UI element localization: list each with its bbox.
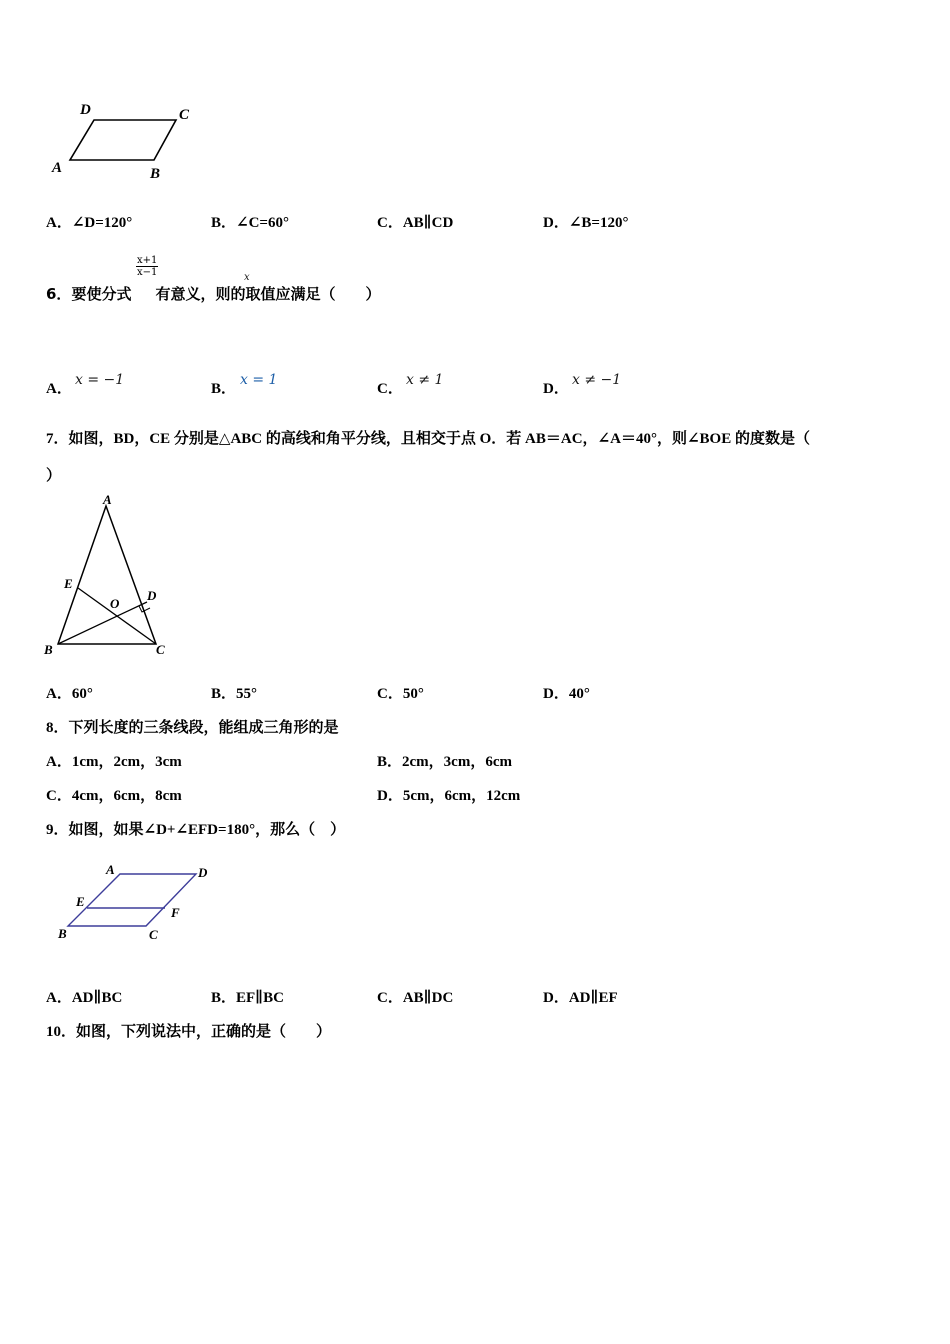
q9-option-a[interactable] [46, 986, 122, 1007]
option-text: ∠C=60° [236, 215, 289, 231]
q9-label-F: F [171, 905, 180, 920]
q6-number: 6． [46, 285, 72, 303]
option-text: 55° [236, 686, 258, 702]
option-letter: B． [211, 215, 237, 231]
option-letter: B． [211, 381, 237, 397]
option-text: ∠D=120° [71, 215, 133, 231]
option-text: AD∥EF [568, 990, 618, 1006]
q7-label-D: D [147, 588, 157, 603]
q7-segment-be-bd [58, 602, 147, 644]
q7-option-c[interactable] [377, 682, 424, 703]
q6-stem [46, 283, 380, 304]
q7-label-O: O [110, 596, 120, 611]
option-text: 4cm，6cm，8cm [71, 788, 182, 804]
q7-triangle-abc [58, 506, 156, 644]
option-letter: D． [543, 686, 569, 702]
q8-stem: 8．下列长度的三条线段，能组成三角形的是 [46, 720, 339, 736]
q9-label-B: B [58, 926, 67, 941]
q7-stem-line-1: 7．如图，BD，CE 分别是△ABC 的高线和角平分线，且相交于点 O．若 AB＝AC，∠A＝40°，则∠BOE 的度数是（ [46, 431, 810, 447]
q9-label-D: D [198, 865, 208, 880]
q6-option-d-text: x ≠ −1 [572, 372, 622, 388]
q6-variable-superscript: x [244, 272, 250, 283]
q6-text-3: 的取值应满足（ ） [230, 285, 381, 303]
option-letter: C． [377, 215, 403, 231]
q9-label-C: C [149, 927, 158, 942]
option-letter: D． [543, 215, 569, 231]
q5-parallelogram-shape [70, 120, 176, 160]
option-text: 2cm，3cm，6cm [402, 754, 512, 770]
option-text: AB∥CD [402, 215, 454, 231]
option-letter: D． [543, 381, 569, 397]
q6-fraction-numerator: x+1 [137, 255, 158, 266]
q5-label-D: D [80, 102, 91, 118]
q7-label-B: B [44, 642, 53, 657]
q6-option-a[interactable] [46, 377, 72, 398]
q5-option-d[interactable] [543, 211, 628, 232]
q8-option-c[interactable] [46, 784, 182, 805]
option-letter: B． [377, 754, 403, 770]
q7-right-angle-mark [139, 606, 150, 612]
option-text: 50° [402, 686, 424, 702]
option-letter: C． [377, 990, 403, 1006]
q7-triangle-figure [40, 490, 190, 662]
q5-option-b[interactable] [211, 211, 289, 232]
option-letter: D． [543, 990, 569, 1006]
option-letter: A． [46, 754, 72, 770]
q7-option-b[interactable] [211, 682, 257, 703]
q7-label-C: C [156, 642, 165, 657]
option-letter: C． [377, 381, 403, 397]
q9-stem: 9．如图，如果∠D+∠EFD=180°，那么（ ） [46, 822, 346, 838]
q9-figure [50, 858, 220, 948]
q8-option-d[interactable] [377, 784, 520, 805]
option-text: 40° [568, 686, 590, 702]
option-text: ∠B=120° [568, 215, 629, 231]
q5-parallelogram-figure [40, 96, 210, 186]
q7-label-A: A [103, 492, 112, 507]
q5-label-C: C [179, 107, 190, 123]
q7-label-E: E [64, 576, 73, 591]
option-text: 5cm，6cm，12cm [402, 788, 521, 804]
q6-option-b[interactable] [211, 377, 236, 398]
q6-option-b-text: x = 1 [240, 372, 278, 388]
q5-label-B: B [150, 166, 161, 182]
option-text: AB∥DC [402, 990, 454, 1006]
q6-text-1: 要使分式 [71, 285, 132, 303]
q6-option-c-text: x ≠ 1 [406, 372, 444, 388]
q5-option-c[interactable] [377, 211, 453, 232]
q8-option-b[interactable] [377, 750, 512, 771]
q9-option-c[interactable] [377, 986, 453, 1007]
option-text: 60° [71, 686, 93, 702]
option-text: EF∥BC [236, 990, 284, 1006]
option-letter: B． [211, 686, 237, 702]
q5-label-A: A [52, 160, 63, 176]
q10-stem: 10．如图，下列说法中，正确的是（ ） [46, 1024, 332, 1040]
q8-option-a[interactable] [46, 750, 182, 771]
q9-option-d[interactable] [543, 986, 618, 1007]
option-letter: B． [211, 990, 237, 1006]
q6-option-a-text: x = −1 [75, 372, 125, 388]
option-text: AD∥BC [71, 990, 123, 1006]
q6-option-d[interactable] [543, 377, 569, 398]
q6-fraction-denominator: x−1 [137, 267, 158, 278]
option-letter: A． [46, 990, 72, 1006]
option-letter: C． [377, 686, 403, 702]
option-letter: A． [46, 686, 72, 702]
q7-option-d[interactable] [543, 682, 590, 703]
q9-label-A: A [106, 862, 115, 877]
q7-option-a[interactable] [46, 682, 93, 703]
q6-text-2: 有意义，则 [155, 285, 231, 303]
option-letter: D． [377, 788, 403, 804]
q6-option-c[interactable] [377, 377, 403, 398]
option-letter: A． [46, 381, 72, 397]
q9-option-b[interactable] [211, 986, 284, 1007]
q9-label-E: E [76, 894, 85, 909]
option-text: 1cm，2cm，3cm [71, 754, 182, 770]
q6-fraction [136, 255, 158, 278]
option-letter: A． [46, 215, 72, 231]
option-letter: C． [46, 788, 72, 804]
q7-stem-line-2: ） [46, 468, 62, 484]
q5-option-a[interactable] [46, 211, 132, 232]
